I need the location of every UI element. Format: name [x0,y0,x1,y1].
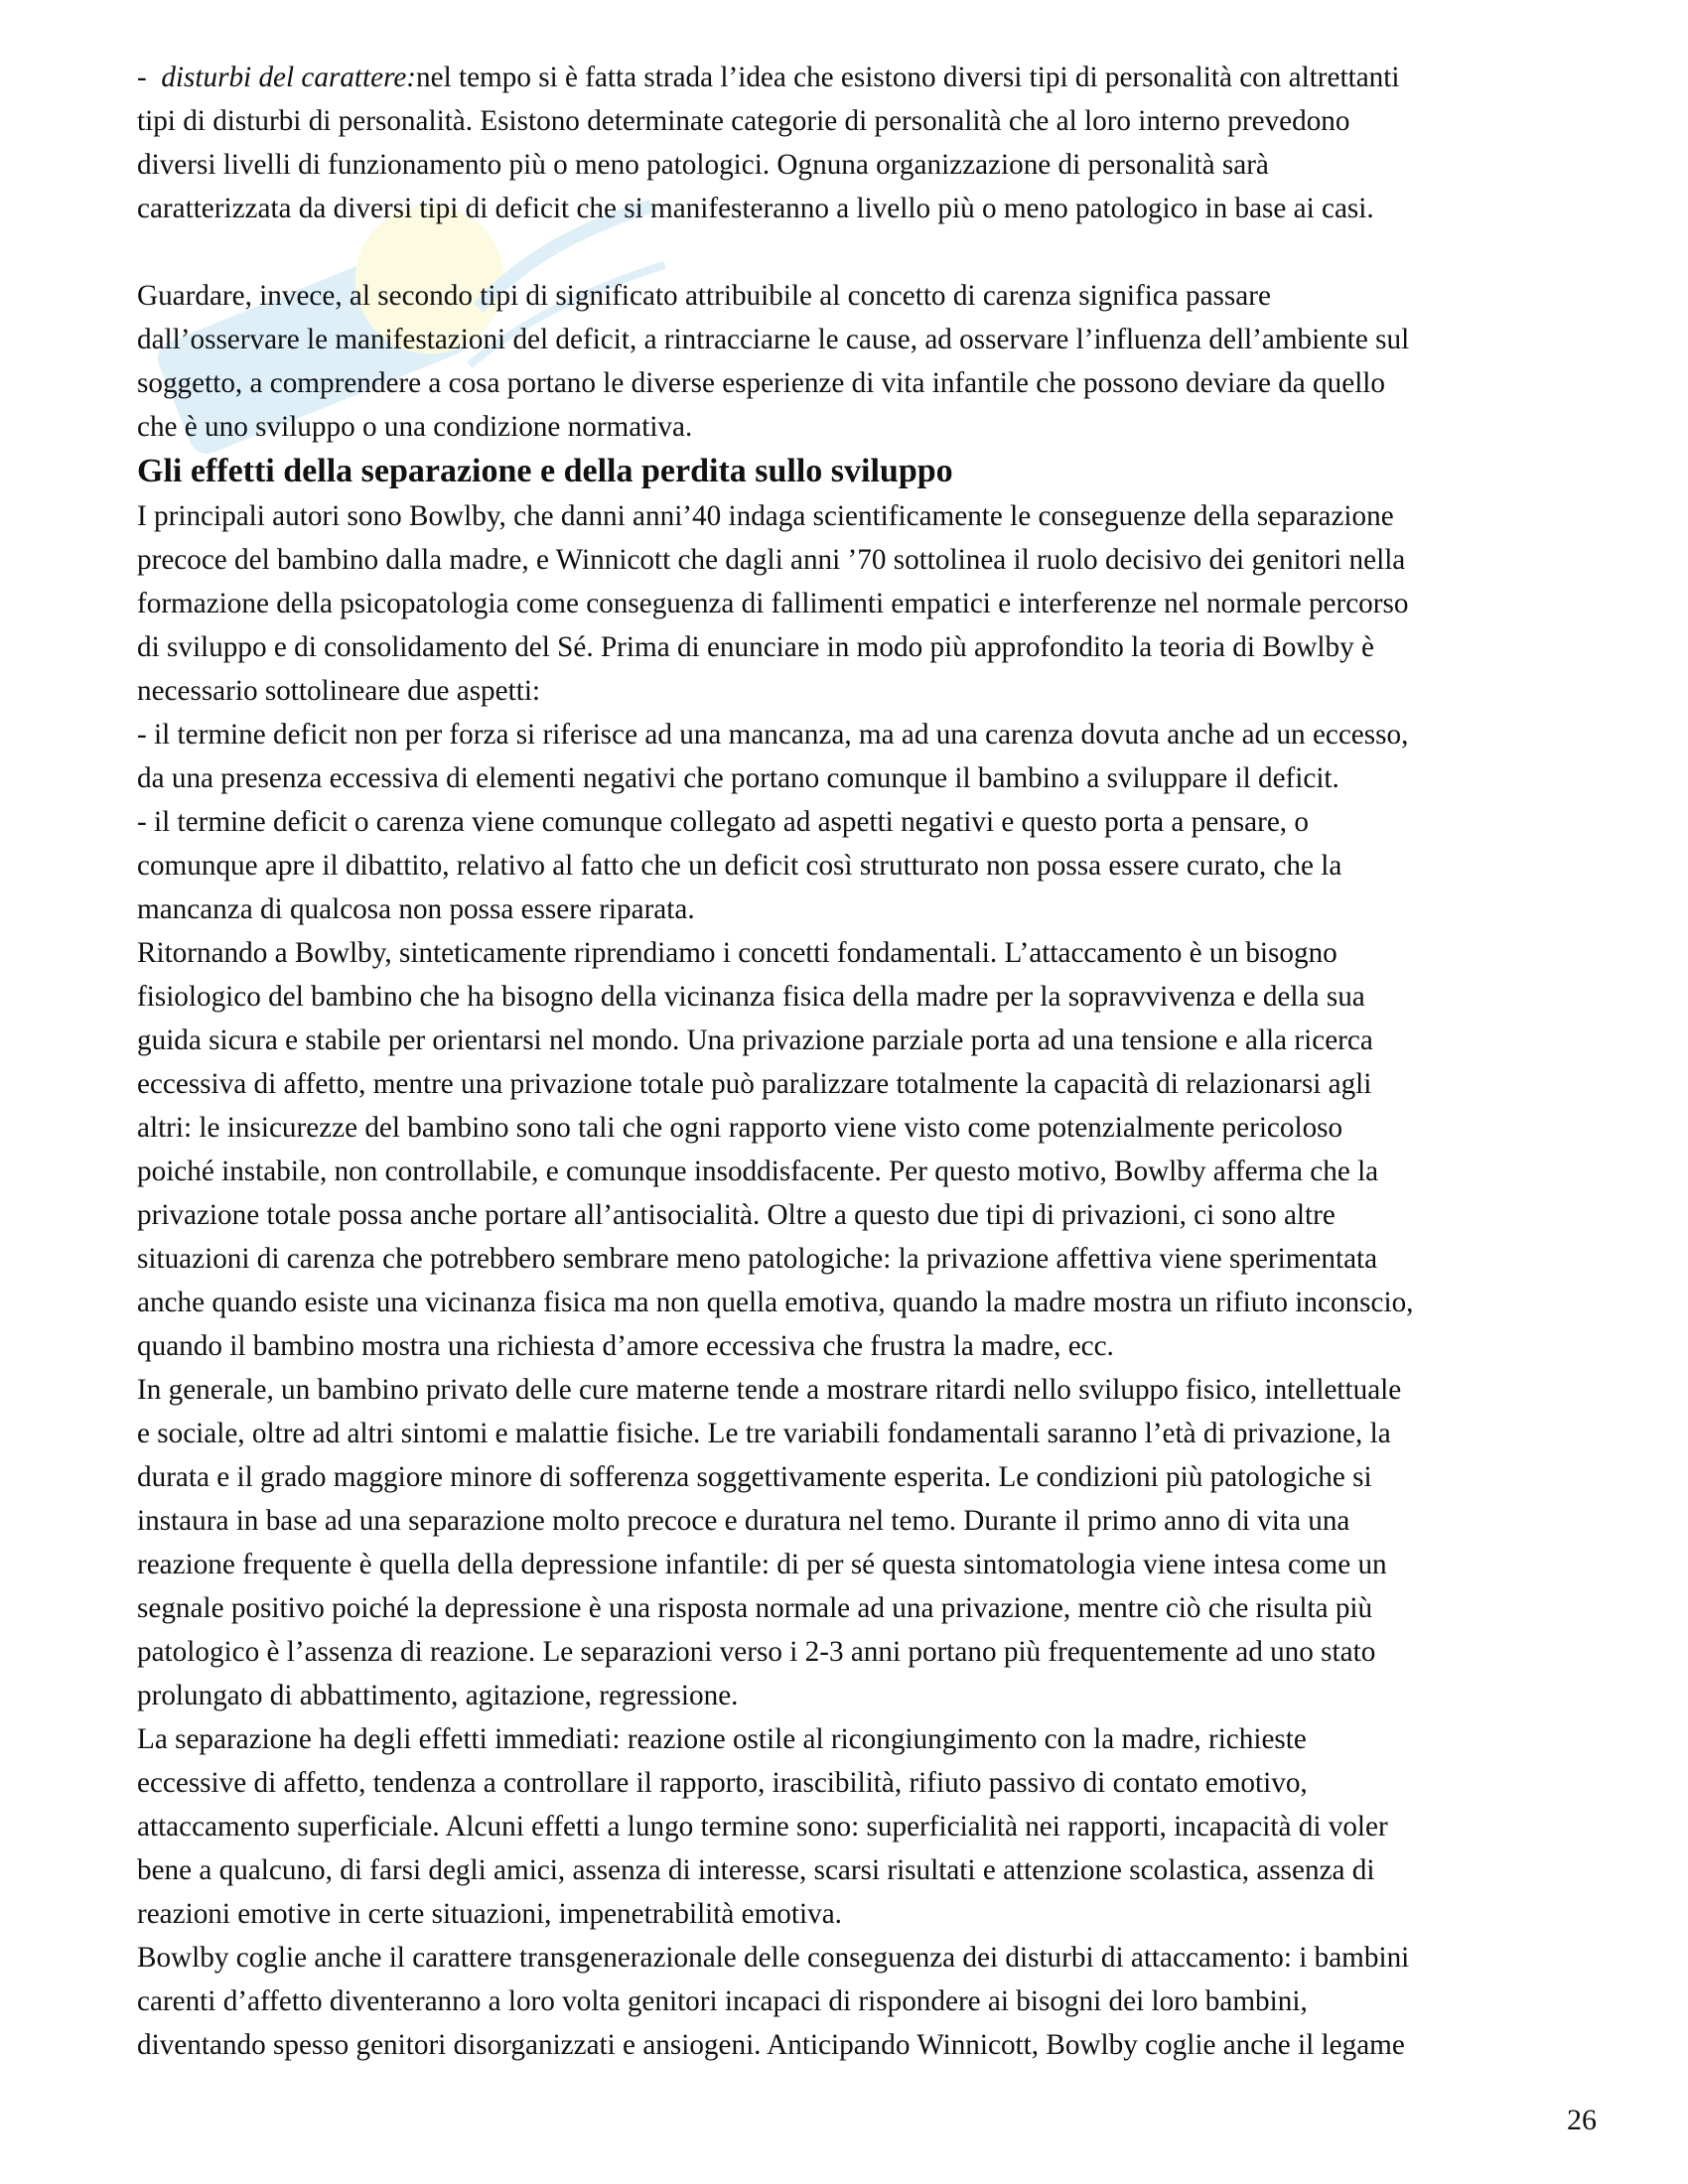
text-line: comunque apre il dibattito, relativo al fatto che un deficit così strutturato non possa essere curato, che la [137,850,1342,882]
text-line: da una presenza eccessiva di elementi negativi che portano comunque il bambino a sviluppare il deficit. [137,762,1339,794]
text-line: nel tempo si è fatta strada l’idea che esistono diversi tipi di personalità con altrettanti [416,62,1400,93]
text-line: guida sicura e stabile per orientarsi nel mondo. Una privazione parziale porta ad una tensione e alla ricerca [137,1024,1373,1056]
text-line: In generale, un bambino privato delle cure materne tende a mostrare ritardi nello sviluppo fisico, intellettuale [137,1374,1402,1406]
paragraph-gap [137,230,1597,274]
text-line: privazione totale possa anche portare all’antisocialità. Oltre a questo due tipi di privazioni, ci sono altre [137,1199,1336,1231]
text-line: reazioni emotive in certe situazioni, impenetrabilità emotiva. [137,1898,842,1930]
document-page [137,56,1597,2067]
text-line: altri: le insicurezze del bambino sono tali che ogni rapporto viene visto come potenzialmente pericoloso [137,1112,1343,1144]
section-heading: Gli effetti della separazione e della perdita sullo sviluppo [137,453,953,489]
text-line: eccessive di affetto, tendenza a controllare il rapporto, irascibilità, rifiuto passivo di contato emotivo, [137,1767,1308,1799]
text-line: Bowlby coglie anche il carattere transgenerazionale delle conseguenza dei disturbi di attaccamento: i bambini [137,1942,1410,1974]
text-line: anche quando esiste una vicinanza fisica ma non quella emotiva, quando la madre mostra un rifiuto inconscio, [137,1287,1414,1318]
text-line: - il termine deficit o carenza viene comunque collegato ad aspetti negativi e questo porta a pensare, o [137,806,1309,838]
text-line: fisiologico del bambino che ha bisogno della vicinanza fisica della madre per la sopravvivenza e della sua [137,981,1365,1013]
text-line: necessario sottolineare due aspetti: [137,675,541,707]
text-line: eccessiva di affetto, mentre una privazione totale può paralizzare totalmente la capacità di relazionarsi agli [137,1068,1372,1100]
text-line: La separazione ha degli effetti immediati: reazione ostile al ricongiungimento con la madre, richieste [137,1723,1307,1755]
text-line: tipi di disturbi di personalità. Esistono determinate categorie di personalità che al loro interno prevedono [137,105,1350,137]
text-line: caratterizzata da diversi tipi di deficit che si manifesteranno a livello più o meno patologico in base ai casi. [137,193,1374,224]
text-line: di sviluppo e di consolidamento del Sé. Prima di enunciare in modo più approfondito la teoria di Bowlby è [137,631,1374,663]
text-line: attaccamento superficiale. Alcuni effetti a lungo termine sono: superficialità nei rapporti, incapacità di voler [137,1811,1388,1843]
list-item-lead: disturbi del carattere: [161,62,417,93]
text-line: mancanza di qualcosa non possa essere riparata. [137,893,695,925]
text-line: Ritornando a Bowlby, sinteticamente riprendiamo i concetti fondamentali. L’attaccamento è un bisogno [137,937,1337,969]
text-line: Guardare, invece, al secondo tipi di significato attribuibile al concetto di carenza significa passare [137,280,1271,312]
text-line: reazione frequente è quella della depressione infantile: di per sé questa sintomatologia viene intesa come un [137,1549,1387,1580]
list-item-disturbi-carattere: - disturbi del carattere:nel tempo si è fatta strada l’idea che esistono diversi tipi di personalità con altrettanti [137,62,1400,93]
text-line: situazioni di carenza che potrebbero sembrare meno patologiche: la privazione affettiva viene sperimentata [137,1243,1378,1275]
text-line: dall’osservare le manifestazioni del deficit, a rintracciarne le cause, ad osservare l’influenza dell’ambiente sul [137,324,1410,355]
text-line: precoce del bambino dalla madre, e Winnicott che dagli anni ’70 sottolinea il ruolo decisivo dei genitori nella [137,544,1406,576]
text-line: durata e il grado maggiore minore di sofferenza soggettivamente esperita. Le condizioni più patologiche si [137,1461,1372,1493]
text-line: formazione della psicopatologia come conseguenza di fallimenti empatici e interferenze nel normale percorso [137,588,1409,619]
text-line: diventando spesso genitori disorganizzati e ansiogeni. Anticipando Winnicott, Bowlby coglie anche il legame [137,2029,1405,2061]
text-line: che è uno sviluppo o una condizione normativa. [137,411,693,443]
text-line: bene a qualcuno, di farsi degli amici, assenza di interesse, scarsi risultati e attenzione scolastica, assenza di [137,1854,1375,1886]
section-body [137,494,1597,2067]
text-line: diversi livelli di funzionamento più o meno patologici. Ognuna organizzazione di personalità sarà [137,149,1269,181]
text-line: instaura in base ad una separazione molto precoce e duratura nel temo. Durante il primo anno di vita una [137,1505,1350,1537]
text-line: e sociale, oltre ad altri sintomi e malattie fisiche. Le tre variabili fondamentali saranno l’età di privazione, la [137,1418,1391,1449]
text-line: patologico è l’assenza di reazione. Le separazioni verso i 2-3 anni portano più frequentemente ad uno stato [137,1636,1376,1668]
text-line: quando il bambino mostra una richiesta d’amore eccessiva che frustra la madre, ecc. [137,1330,1114,1362]
text-line: poiché instabile, non controllabile, e comunque insoddisfacente. Per questo motivo, Bowlby afferma che la [137,1156,1379,1187]
page-number: 26 [1567,2104,1597,2136]
text-line: soggetto, a comprendere a cosa portano le diverse esperienze di vita infantile che possono deviare da quello [137,367,1386,399]
text-line: segnale positivo poiché la depressione è una risposta normale ad una privazione, mentre ciò che risulta più [137,1592,1373,1624]
text-line: prolungato di abbattimento, agitazione, regressione. [137,1680,739,1711]
text-line: carenti d’affetto diventeranno a loro volta genitori incapaci di rispondere ai bisogni dei loro bambini, [137,1985,1308,2017]
text-line: I principali autori sono Bowlby, che danni anni’40 indaga scientificamente le conseguenze della separazione [137,500,1394,532]
text-line: - il termine deficit non per forza si riferisce ad una mancanza, ma ad una carenza dovuta anche ad un eccesso, [137,719,1409,751]
